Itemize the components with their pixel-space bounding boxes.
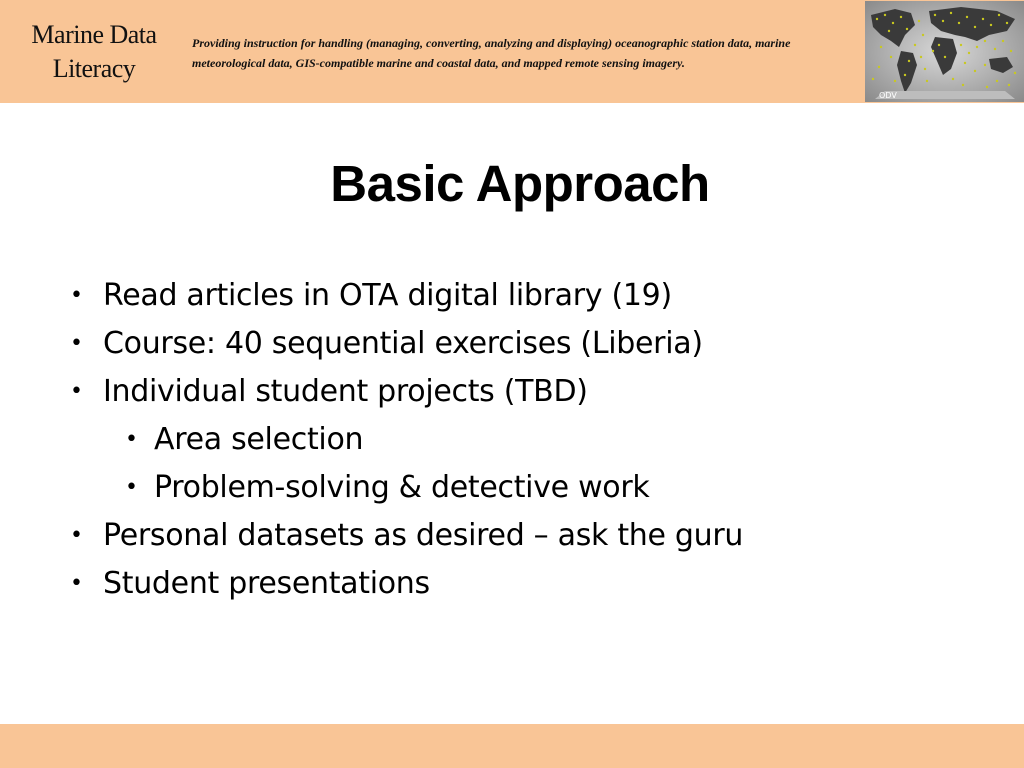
bullet-dot-icon: • [70, 331, 83, 356]
logo-line-2: Literacy [52, 53, 136, 83]
bullet-item [70, 320, 970, 368]
bullet-dot-icon: • [125, 475, 138, 500]
bullet-dot-icon: • [125, 427, 138, 452]
bullet-dot-icon: • [70, 283, 83, 308]
header-banner [0, 0, 1024, 103]
bullet-text: Personal datasets as desired – ask the guru [103, 518, 744, 553]
bullet-dot-icon: • [70, 379, 83, 404]
bullet-item [70, 560, 970, 608]
bullet-item [70, 512, 970, 560]
bullet-item [70, 272, 970, 320]
logo-line-1: Marine Data [31, 19, 157, 49]
map-watermark: ODV [879, 91, 897, 100]
sub-bullet-item [70, 416, 970, 464]
tagline: Providing instruction for handling (managing, converting, analyzing and displaying) oceanographic station data, marine meteorological data, GIS-compatible marine and coastal data, and mapped remote sensing imagery. [192, 36, 791, 70]
bullet-list [70, 272, 970, 608]
bullet-dot-icon: • [70, 571, 83, 596]
bullet-text: Problem-solving & detective work [154, 470, 650, 505]
bullet-text: Course: 40 sequential exercises (Liberia) [103, 326, 703, 361]
bullet-text: Read articles in OTA digital library (19) [103, 278, 672, 313]
world-map-stations-icon [865, 1, 1024, 102]
footer-banner [0, 724, 1024, 768]
bullet-dot-icon: • [70, 523, 83, 548]
bullet-text: Individual student projects (TBD) [103, 374, 588, 409]
logo [0, 0, 188, 103]
bullet-item [70, 368, 970, 416]
sub-bullet-item [70, 464, 970, 512]
slide-title: Basic Approach [330, 155, 710, 212]
bullet-text: Area selection [154, 422, 364, 457]
bullet-text: Student presentations [103, 566, 430, 601]
